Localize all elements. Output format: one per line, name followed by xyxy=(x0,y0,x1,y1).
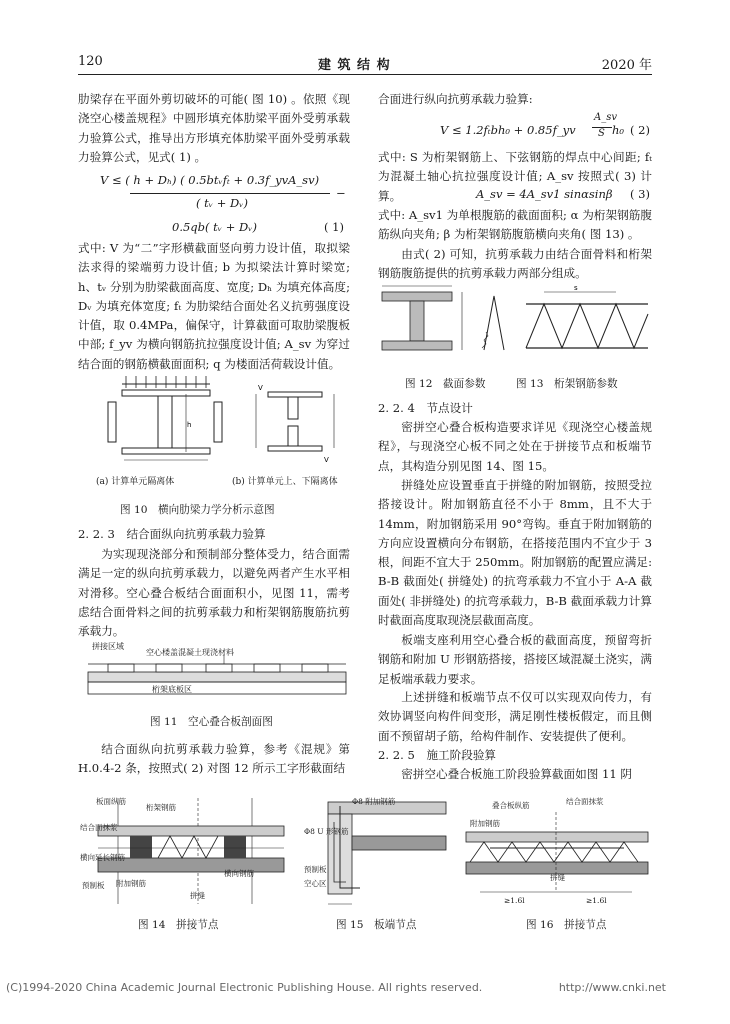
left-para-1: 肋梁存在平面外剪切破坏的可能( 图 10) 。依照《现浇空心楼盖规程》中圆形填充体肋梁平面外受剪承载力验算公式，推导出方形填充体肋梁平面外受剪承载力验算公式，见式( 1) 。 xyxy=(78,92,350,164)
figure-15-caption: 图 15 板端节点 xyxy=(336,919,417,931)
figure-16-label-3: 附加钢筋 xyxy=(470,819,500,828)
right-para-1: 合面进行纵向抗剪承载力验算: xyxy=(378,92,533,106)
year: 2020 年 xyxy=(601,58,652,73)
figure-16-label-4: 拼缝 xyxy=(550,873,565,882)
right-para-3: 式中: A_sv1 为单根腹筋的截面面积; α 为桁架钢筋腹筋纵向夹角; β 为桁架钢筋腹筋横向夹角( 图 13) 。 xyxy=(378,208,652,242)
equation-1-fraction-bar xyxy=(130,193,330,194)
figure-11-label-truss: 桁架底板区 xyxy=(152,685,192,694)
equation-2-tail: h₀ xyxy=(612,123,625,137)
figure-16-label-1: 叠合板纵筋 xyxy=(492,801,530,810)
figure-16-label-5: ≥1.6l xyxy=(504,896,525,905)
figure-15-label-4: 空心区 xyxy=(304,879,327,888)
figure-14-label-5: 附加钢筋 xyxy=(116,879,146,888)
svg-text:s: s xyxy=(574,284,578,292)
equation-1-denominator: ( tᵥ + Dᵥ) xyxy=(196,196,248,210)
figure-16-label-2: 结合面抹浆 xyxy=(566,797,604,806)
figure-14-label-7: 拼缝 xyxy=(190,891,205,900)
figure-12-caption: 图 12 截面参数 xyxy=(405,378,486,390)
figure-16-caption: 图 16 拼接节点 xyxy=(526,919,607,931)
equation-1-minus: − xyxy=(336,186,346,200)
figure-14-label-2: 桁架钢筋 xyxy=(146,803,176,812)
figure-13-caption: 图 13 桁架钢筋参数 xyxy=(516,378,618,390)
equation-3-number: ( 3) xyxy=(630,187,650,201)
equation-2-frac-top: A_sv xyxy=(594,112,618,123)
journal-name: 建 筑 结 构 xyxy=(318,58,391,73)
figure-10-sub-b: (b) 计算单元上、下隔离体 xyxy=(232,477,338,487)
left-para-2: 式中: V 为“二”字形横截面竖向剪力设计值，取拟梁法求得的梁端剪力设计值; b 为拟梁法计算时梁宽; h、tᵥ 分别为肋梁截面高度、宽度; Dₕ 为填充体高度; Dᵥ 为填充体宽度; fₜ 为肋梁结合面处名义抗剪强度设计值，取 0.4MPa，偏保守，计算截面可取肋梁腹板中部; f_yv 为横向钢筋抗拉强度设计值; A_sv 为穿过结合面的钢筋横截面面积; q 为楼面活荷载设计值。 xyxy=(78,241,350,371)
equation-2-number: ( 2) xyxy=(630,123,650,137)
figure-15-label-1: Φ8 附加钢筋 xyxy=(352,797,396,806)
page-number: 120 xyxy=(78,54,103,69)
figure-12-13-diagram xyxy=(376,282,652,372)
section-2-2-4-heading: 2. 2. 4 节点设计 xyxy=(378,401,473,415)
figure-16-diagram xyxy=(460,792,652,914)
figure-14-label-3: 结合面抹浆 xyxy=(80,823,118,832)
figure-14-label-1: 板面纵筋 xyxy=(96,797,126,806)
figure-15-label-2: Φ8 U 形钢筋 xyxy=(304,827,349,836)
equation-2-frac-bot: S xyxy=(598,128,605,139)
left-para-3: 为实现现浇部分和预制部分整体受力，结合面需满足一定的纵向抗剪承载力，以避免两者产生水平相对滑移。空心叠合板结合面面积小，见图 11，需考虑结合面骨料之间的抗剪承载力和桁架钢筋腹筋抗剪承载力。 xyxy=(78,547,350,639)
footer-url: http://www.cnki.net xyxy=(558,981,666,994)
figure-11-caption: 图 11 空心叠合板剖面图 xyxy=(150,716,273,728)
figure-11-label-castinplace: 空心楼盖混凝土现浇材料 xyxy=(146,648,234,657)
equation-3: A_sv = 4A_sv1 sinαsinβ xyxy=(476,187,613,201)
figure-10-diagram xyxy=(84,372,354,472)
figure-15-label-3: 预制板 xyxy=(304,865,327,874)
right-para-2: 式中: S 为桁架钢筋上、下弦钢筋的焊点中心间距; fₜ 为混凝土轴心抗拉强度设计值; A_sv 按照式( 3) 计算。 xyxy=(378,150,652,203)
page-header xyxy=(78,52,652,75)
right-para-9: 密拼空心叠合板施工阶段验算截面如图 11 阴 xyxy=(401,767,632,781)
svg-text:V: V xyxy=(324,456,329,464)
figure-14-label-4: 横向延长钢筋 xyxy=(80,853,125,862)
equation-1-number: ( 1) xyxy=(324,220,344,234)
right-para-8: 上述拼缝和板端节点不仅可以实现双向传力，有效协调竖向构件间变形，满足刚性楼板假定，而且侧面不预留胡子筋，给构件制作、安装提供了便利。 xyxy=(378,690,652,743)
section-2-2-5-heading: 2. 2. 5 施工阶段验算 xyxy=(378,748,497,762)
svg-text:V: V xyxy=(258,384,263,392)
equation-2-main: V ≤ 1.2fₜbh₀ + 0.85f_yv xyxy=(440,123,576,137)
figure-15-diagram xyxy=(300,792,450,914)
figure-14-label-8: 预制板 xyxy=(82,881,105,890)
svg-text:h: h xyxy=(187,421,192,429)
figure-14-caption: 图 14 拼接节点 xyxy=(138,919,219,931)
figure-16-label-6: ≥1.6l xyxy=(586,896,607,905)
equation-1-numerator: V ≤ ( h + Dₕ) ( 0.5btᵥfₜ + 0.3f_yvA_sv) xyxy=(100,173,320,187)
figure-10-caption: 图 10 横向肋梁力学分析示意图 xyxy=(120,504,275,516)
figure-14-label-6: 横向钢筋 xyxy=(224,869,254,878)
copyright-text: (C)1994-2020 China Academic Journal Electronic Publishing House. All rights reserved. xyxy=(6,981,483,994)
right-para-5: 密拼空心叠合板构造要求详见《现浇空心楼盖规程》，与现浇空心板不同之处在于拼接节点和板端节点，其构造分别见图 14、图 15。 xyxy=(378,420,652,473)
section-2-2-3-heading: 2. 2. 3 结合面纵向抗剪承载力验算 xyxy=(78,527,266,541)
figure-11-label-splice: 拼接区域 xyxy=(92,642,124,651)
figure-10-sub-a: (a) 计算单元隔离体 xyxy=(96,477,175,487)
equation-1-term2: 0.5qb( tᵥ + Dᵥ) xyxy=(172,220,257,234)
right-para-7: 板端支座利用空心叠合板的截面高度，预留弯折钢筋和附加 U 形钢筋搭接，搭接区域混凝土浇实，满足板端承载力要求。 xyxy=(378,633,652,686)
right-para-6: 拼缝处应设置垂直于拼缝的附加钢筋，按照受拉搭接设计。附加钢筋直径不小于 8mm，且不大于 14mm，附加钢筋采用 90°弯钩。垂直于附加钢筋的方向应设置横向分布钢筋，在搭接范围内不宜少于 3 根，间距不宜大于 250mm。附加钢筋的配置应满足: B-B 截面处( 拼缝处) 的抗弯承载力不宜小于 A-A 截面处( 非拼缝处) 的抗弯承载力，B-B 截面承载力计算时截面高度取现浇层截面高度。 xyxy=(378,478,652,628)
left-para-4: 结合面纵向抗剪承载力验算，参考《混规》第 H.0.4-2 条，按照式( 2) 对图 12 所示工字形截面结 xyxy=(78,742,350,776)
right-para-4: 由式( 2) 可知，抗剪承载力由结合面骨料和桁架钢筋腹筋提供的抗剪承载力两部分组成。 xyxy=(378,247,652,281)
